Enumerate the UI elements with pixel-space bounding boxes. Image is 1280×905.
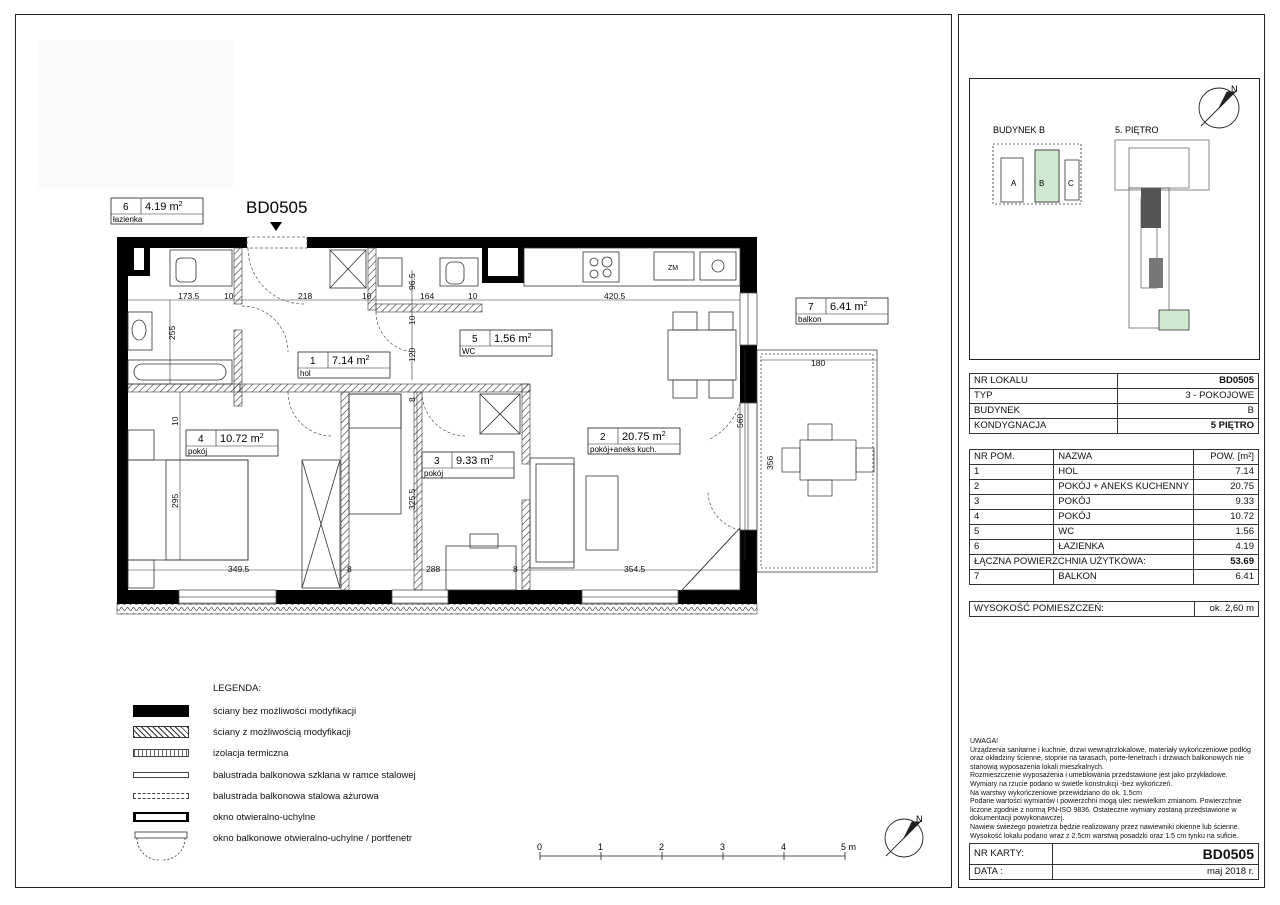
table-row	[970, 510, 1259, 525]
area-superscript: 2	[178, 201, 183, 208]
room-area: 20.75 $m^2$	[622, 431, 666, 443]
dim-label: 10	[224, 291, 234, 301]
insulation-swatch	[133, 749, 189, 757]
legend-text: balustrada balkonowa szklana w ramce stalowej	[213, 769, 416, 781]
scale-tick: 4	[781, 842, 787, 852]
dim-label: 120	[407, 347, 417, 362]
room-label-box	[298, 352, 390, 378]
table-row	[970, 570, 1259, 585]
north-label: N	[916, 814, 923, 824]
header-cell: POW. [m²]	[1194, 450, 1259, 465]
cell: BALKON	[1054, 570, 1194, 585]
room-number: 3	[434, 456, 440, 467]
room-area: 1.56 $m^2$	[494, 333, 532, 345]
legend-item	[133, 724, 351, 740]
cell: POKÓJ	[1054, 495, 1194, 510]
cell: 9.33	[1194, 495, 1259, 510]
table-row	[970, 465, 1259, 480]
room-name: WC	[462, 347, 476, 356]
fridge-label: ZM	[668, 265, 679, 272]
solid-wall-swatch	[133, 705, 189, 717]
room-number: 6	[123, 202, 129, 213]
table-row	[970, 525, 1259, 540]
scale-tick: 1	[598, 842, 604, 852]
entrance-marker	[270, 222, 282, 231]
legend-text: balustrada balkonowa stalowa ażurowa	[213, 790, 379, 802]
room-number: 7	[808, 302, 814, 313]
room-name: balkon	[798, 315, 822, 324]
cell: 10.72	[1194, 510, 1259, 525]
cell: ŁAZIENKA	[1054, 540, 1194, 555]
apartment-id-label: BD0505	[246, 198, 308, 217]
height-label: WYSOKOŚĆ POMIESZCZEŃ:	[970, 602, 1195, 617]
info-table	[969, 373, 1259, 434]
dim-label: 560	[735, 413, 745, 428]
room-label-box	[422, 452, 514, 478]
info-label: BUDYNEK	[970, 404, 1118, 419]
dim-label: 10	[407, 315, 417, 325]
note-line: Na warstwy wykończeniowe przewidziano do ok. 1.5cm	[970, 789, 1142, 797]
info-label: KONDYGNACJA	[970, 419, 1118, 434]
notes-title: UWAGA!	[970, 738, 999, 745]
steel-railing-swatch	[133, 793, 189, 799]
cell: 5	[970, 525, 1054, 540]
room-number: 1	[310, 356, 316, 367]
dim-label: 173.5	[178, 291, 200, 301]
legend-text: izolacja termiczna	[213, 747, 289, 759]
dim-label: 8	[347, 564, 352, 574]
room-number: 4	[198, 434, 204, 445]
scale-tick: 0	[537, 842, 543, 852]
table-row	[970, 480, 1259, 495]
keyplan-building-label: BUDYNEK B	[993, 125, 1046, 135]
dim-label: 10	[468, 291, 478, 301]
header-cell: NR POM.	[970, 450, 1054, 465]
note-line: Wysokość lokalu podano wraz z 2.5cm warstwą posadzki oraz 1.5 cm tynku na suficie.	[970, 832, 1239, 840]
keyplan-block-a: A	[1011, 179, 1017, 188]
cell: 1.56	[1194, 525, 1259, 540]
keyplan-block-c: C	[1068, 179, 1074, 188]
notes	[970, 738, 1262, 841]
dim-label: 180	[811, 358, 826, 368]
cell: WC	[1054, 525, 1194, 540]
card-table	[969, 843, 1259, 880]
hatched-wall-swatch	[133, 726, 189, 738]
dim-label: 420.5	[604, 291, 626, 301]
room-name: hol	[300, 369, 311, 378]
cell: 4	[970, 510, 1054, 525]
area-superscript: 2	[863, 301, 868, 308]
note-line: Podane wartości wymiarów i powierzchni mogą ulec niewielkim zmianom. Powierzchnie liczone zgodnie z normą PN-ISO 9836. Ostateczne wymiary zostaną przedstawione w dokumentacji powykonawczej.	[970, 798, 1242, 823]
room-label-box	[796, 298, 888, 324]
note-line: Wymiary na rzucie podano w świetle konstrukcji -bez wykończeń.	[970, 780, 1173, 788]
legend-item	[133, 703, 356, 719]
room-area: 7.14 $m^2$	[332, 355, 370, 367]
keyplan	[969, 78, 1260, 360]
info-value: 3 - POKOJOWE	[1117, 389, 1258, 404]
room-label-box	[460, 330, 552, 356]
scale-tick: 2	[659, 842, 665, 852]
dim-label: 325.5	[407, 488, 417, 510]
table-row	[970, 495, 1259, 510]
card-nr-label: NR KARTY:	[970, 844, 1053, 865]
legend-title: LEGENDA:	[213, 683, 262, 694]
dim-label: 356	[765, 455, 775, 470]
card-date-value: maj 2018 r.	[1053, 865, 1259, 880]
room-area: 9.33 $m^2$	[456, 455, 494, 467]
legend-item	[133, 745, 289, 761]
legend-text: okno otwieralno-uchylne	[213, 811, 316, 823]
dim-label: 8	[407, 397, 417, 402]
area-superscript: 2	[259, 433, 264, 440]
cell: 7	[970, 570, 1054, 585]
total-label: ŁĄCZNA POWIERZCHNIA UŻYTKOWA:	[970, 555, 1194, 570]
legend-text: ściany bez możliwości modyfikacji	[213, 705, 357, 717]
note-line: Nawiew świeżego powietrza będzie realizowany przez nawiewniki okienne lub ścienne.	[970, 823, 1240, 831]
dim-label: 10	[170, 416, 180, 426]
area-superscript: 2	[661, 431, 666, 438]
room-name: pokój+aneks kuch.	[590, 445, 657, 454]
rooms-table	[969, 449, 1259, 585]
area-superscript: 2	[365, 355, 370, 362]
balcony-door-swatch	[133, 830, 189, 864]
total-value: 53.69	[1194, 555, 1259, 570]
cell: 20.75	[1194, 480, 1259, 495]
header-cell: NAZWA	[1054, 450, 1194, 465]
legend-item	[133, 788, 379, 804]
dim-label: 295	[170, 493, 180, 508]
window-swatch	[133, 812, 189, 822]
dim-label: 288	[426, 564, 441, 574]
scale-tick: 5 m	[841, 842, 857, 852]
cell: 1	[970, 465, 1054, 480]
dim-label: 164	[420, 291, 435, 301]
height-table	[969, 601, 1259, 617]
scale-tick: 3	[720, 842, 726, 852]
card-nr-value: BD0505	[1053, 844, 1259, 865]
room-area: 6.41 $m^2$	[830, 301, 868, 313]
info-label: TYP	[970, 389, 1118, 404]
dim-label: 354.5	[624, 564, 646, 574]
cell: POKÓJ	[1054, 510, 1194, 525]
area-superscript: 2	[489, 455, 494, 462]
note-line: Rozmieszczenie wyposażenia i umeblowania przedstawione jest jako przykładowe.	[970, 772, 1228, 780]
legend-text: okno balkonowe otwieralno-uchylne / portfenetr	[213, 832, 413, 844]
legend-item	[133, 830, 412, 864]
keyplan-block-b: B	[1039, 179, 1045, 188]
room-name: pokój	[188, 447, 208, 456]
room-number: 2	[600, 432, 606, 443]
info-value: 5 PIĘTRO	[1117, 419, 1258, 434]
glass-railing-swatch	[133, 772, 189, 778]
cell: POKÓJ + ANEKS KUCHENNY	[1054, 480, 1194, 495]
dim-label: 218	[298, 291, 313, 301]
cell: 2	[970, 480, 1054, 495]
room-name: łazienka	[113, 215, 143, 224]
room-label-box	[111, 198, 203, 224]
room-area: 10.72 $m^2$	[220, 433, 264, 445]
dim-label: 96.5	[407, 273, 417, 290]
note-line: Urządzenia sanitarne i kuchnie, drzwi wewnątrzlokalowe, materiały wykończeniowe podłóg oraz okładziny ścienne, stopnie na tarasach, porte-fenetrach i drzwiach balkonowych nie stanowią wyposażenia lokali mieszkalnych.	[970, 746, 1251, 771]
compass-icon	[880, 812, 930, 862]
legend-item	[133, 767, 416, 783]
cell: 6.41	[1194, 570, 1259, 585]
dim-label: 255	[167, 325, 177, 340]
rooms-table-header	[970, 450, 1259, 465]
legend-text: ściany z możliwością modyfikacji	[213, 726, 351, 738]
dim-label: 349.5	[228, 564, 250, 574]
keyplan-floor-label: 5. PIĘTRO	[1115, 125, 1159, 135]
room-name: pokój	[424, 469, 444, 478]
dim-label: 10	[362, 291, 372, 301]
scale-bar	[530, 840, 870, 866]
table-row	[970, 540, 1259, 555]
cell: 3	[970, 495, 1054, 510]
card-date-label: DATA :	[970, 865, 1053, 880]
total-row	[970, 555, 1259, 570]
dim-label: 8	[513, 564, 518, 574]
cell: 4.19	[1194, 540, 1259, 555]
room-area: 4.19 $m^2$	[145, 201, 183, 213]
info-value: BD0505	[1117, 374, 1258, 389]
room-number: 5	[472, 334, 478, 345]
height-value: ok. 2,60 m	[1195, 602, 1259, 617]
cell: 7.14	[1194, 465, 1259, 480]
info-value: B	[1117, 404, 1258, 419]
room-label-box	[588, 428, 680, 454]
cell: HOL	[1054, 465, 1194, 480]
legend-item	[133, 809, 315, 825]
north-label: N	[1231, 84, 1238, 94]
area-superscript: 2	[527, 333, 532, 340]
room-label-box	[186, 430, 278, 456]
cell: 6	[970, 540, 1054, 555]
info-label: NR LOKALU	[970, 374, 1118, 389]
